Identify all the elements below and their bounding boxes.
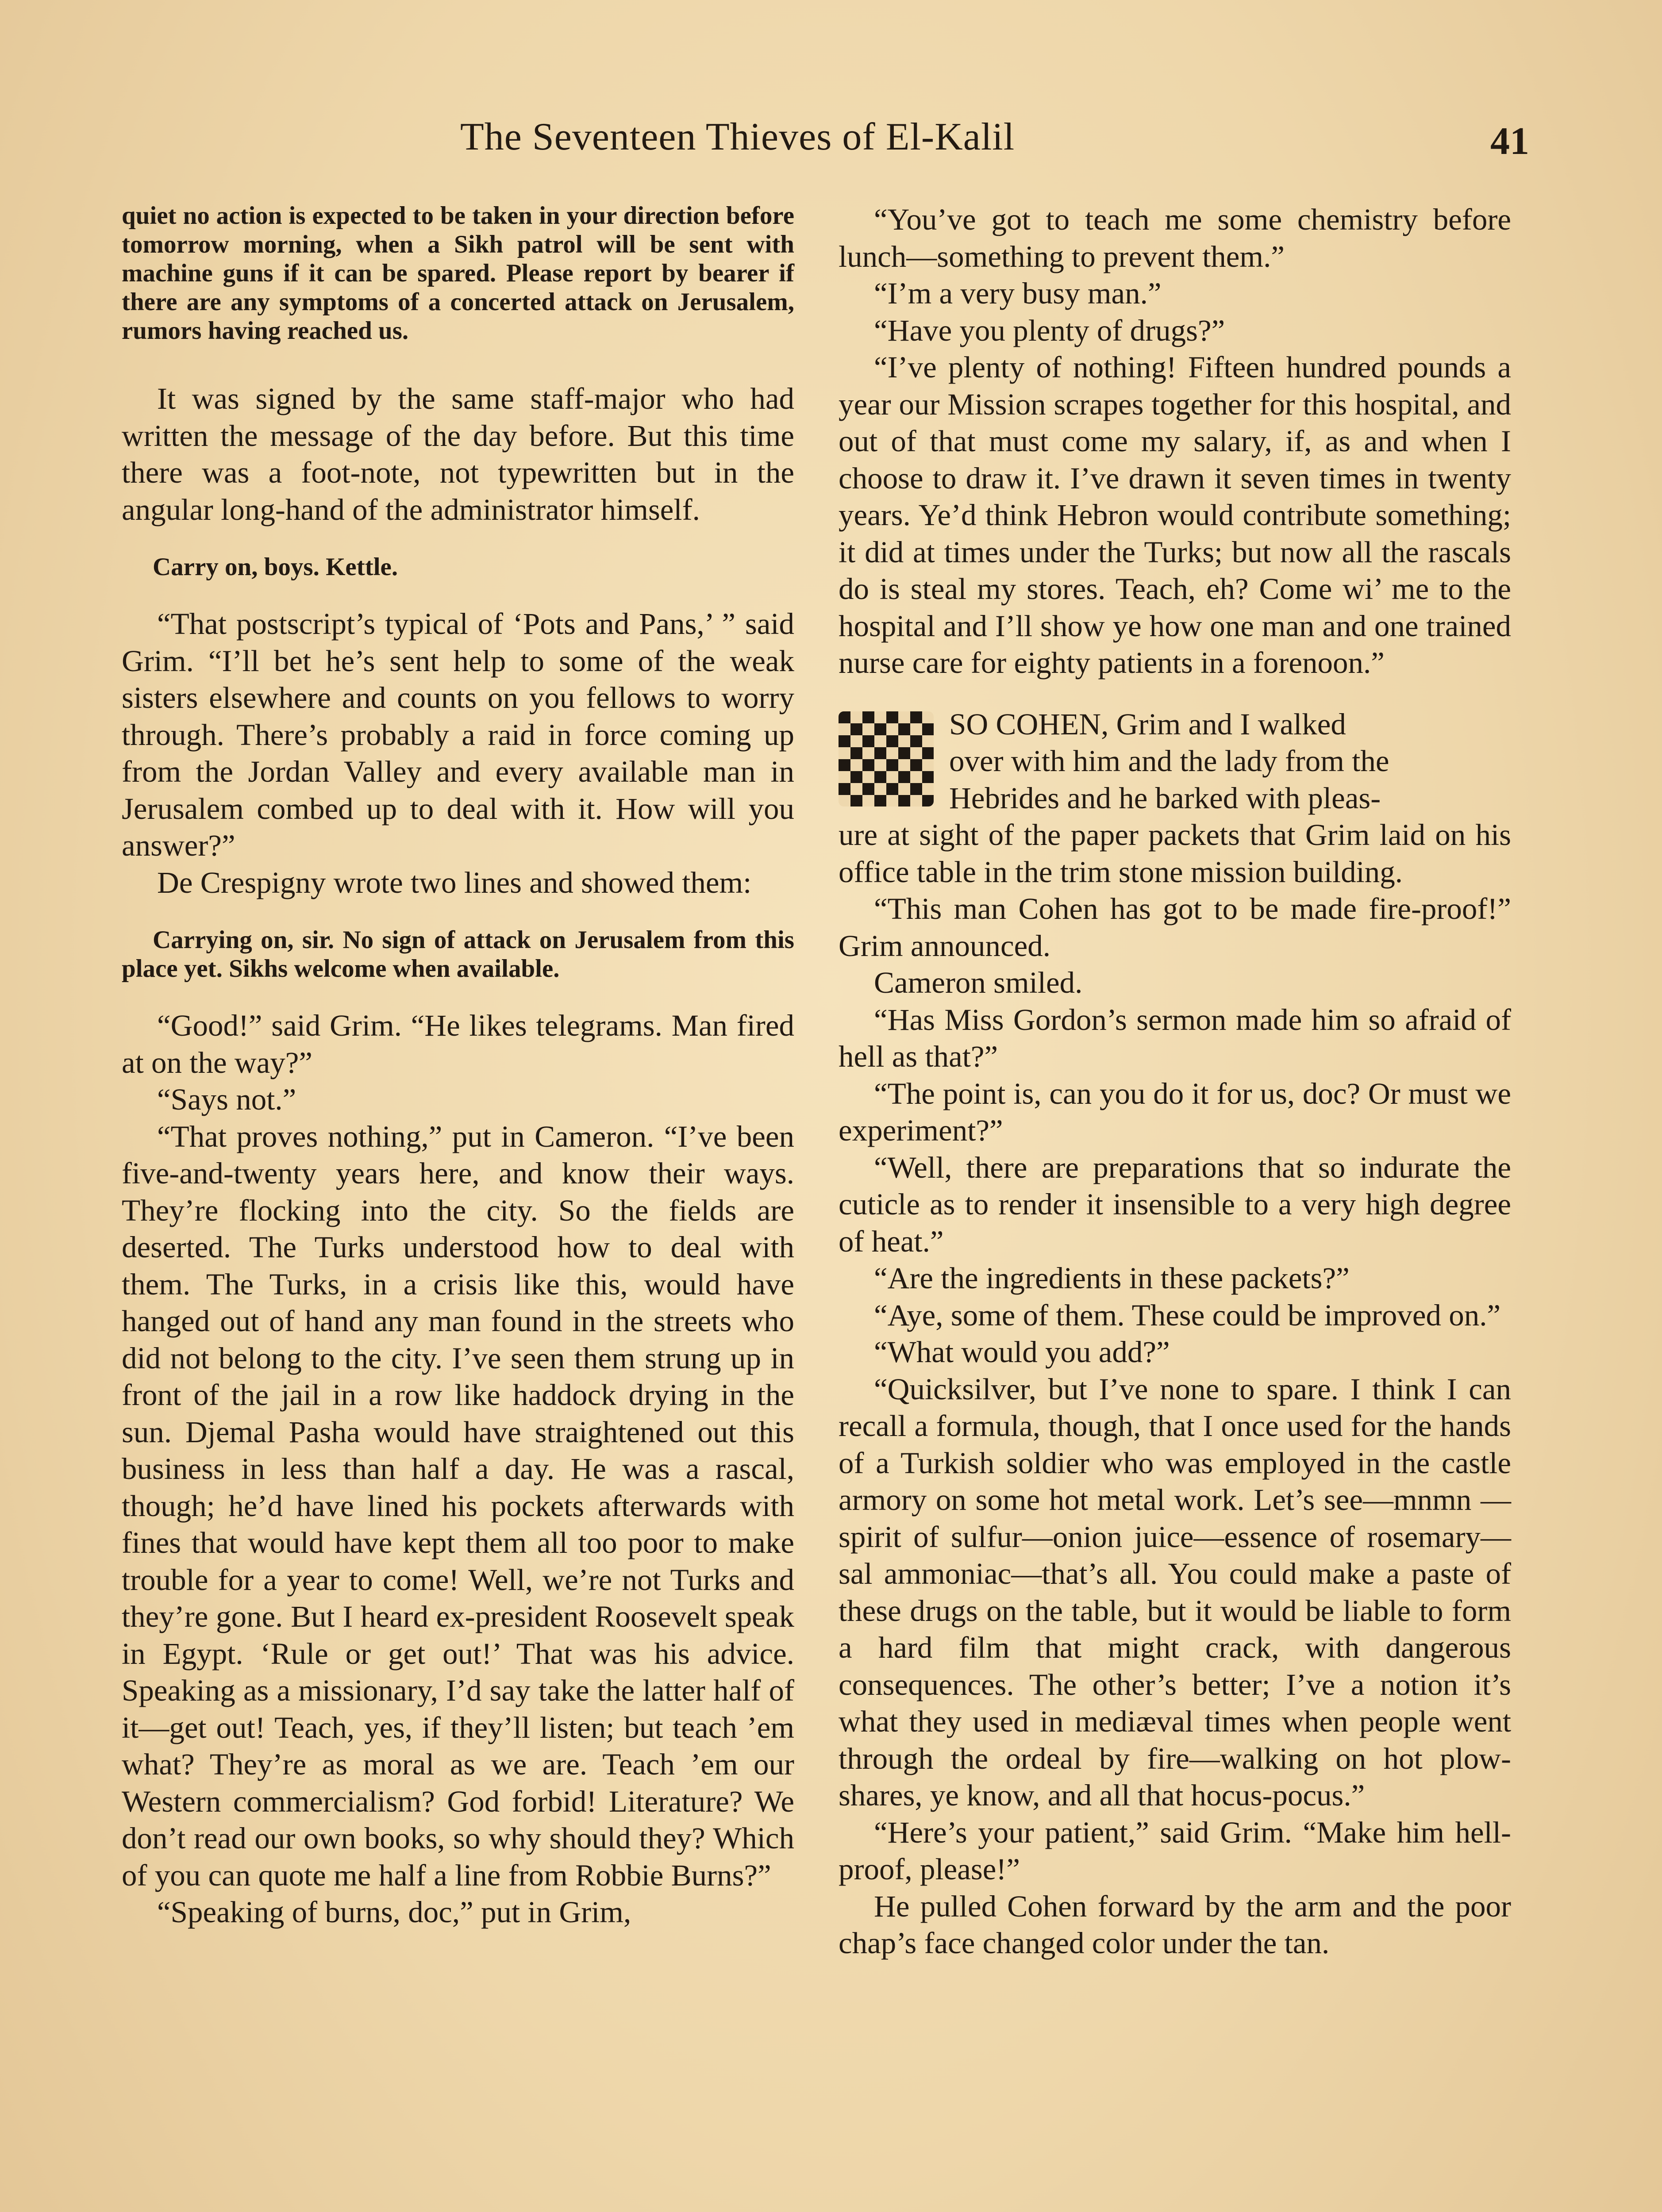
paragraph: “I’m a very busy man.” (874, 276, 1162, 310)
right-column (839, 201, 1511, 1962)
dropcap-line: SO COHEN, Grim and I walked (949, 707, 1346, 741)
ornament-icon (839, 711, 934, 806)
paragraph: “Quicksilver, but I’ve none to spare. I think I can recall a formula, though, that I once used for the hands of a Turkish soldier who was employed in the castle armory on some hot metal work. Let’s see—mnmn —spirit of sulfur—onion juice—essence of rosemary—sal ammoniac—that’s all. You could make a paste of these drugs on the table, but it would be liable to form a hard film that might crack, with dangerous consequences. The other’s better; I’ve a notion it’s what they used in mediæval times when people went through the ordeal by fire—walking on hot plow-shares, ye know, and all that hocus-pocus.” (839, 1372, 1511, 1812)
paragraph: ure at sight of the paper packets that Grim laid on his office table in the trim stone mission building. (839, 818, 1511, 889)
paragraph: He pulled Cohen forward by the arm and the poor chap’s face changed color under the tan. (839, 1889, 1511, 1960)
paragraph: “Have you plenty of drugs?” (874, 313, 1225, 347)
paragraph: “What would you add?” (874, 1335, 1170, 1369)
left-column (122, 201, 794, 1931)
paragraph: “I’ve plenty of nothing! Fifteen hundred pounds a year our Mission scrapes together for this hospital, and out of that must come my salary, if, as and when I choose to draw it. I’ve drawn it seven times in twenty years. Ye’d think Hebron would contribute something; it did at times under the Turks; but now all the rascals do is steal my stores. Teach, eh? Come wi’ me to the hospital and I’ll show ye how one man and one trained nurse care for eighty patients in a forenoon.” (839, 350, 1511, 680)
paragraph: Cameron smiled. (874, 966, 1083, 999)
section-start (839, 706, 1511, 817)
paragraph: It was signed by the same staff-major who had written the message of the day before. But this time there was a foot-note, not typewritten but in the angular long-hand of the administrator himself. (122, 382, 794, 526)
paragraph: “Speaking of burns, doc,” put in Grim, (157, 1895, 631, 1929)
paragraph: “Well, there are preparations that so indurate the cuticle as to render it insensible to a very high degree of heat.” (839, 1150, 1511, 1258)
paragraph: “Says not.” (157, 1083, 296, 1116)
paragraph: “The point is, can you do it for us, doc? Or must we experiment?” (839, 1076, 1511, 1147)
paragraph: “This man Cohen has got to be made fire-proof!” Grim announced. (839, 892, 1511, 963)
running-header: The Seventeen Thieves of El-Kalil (460, 115, 1015, 158)
paragraph: “That proves nothing,” put in Cameron. “I’ve been five-and-twenty years here, and know their ways. They’re flocking into the city. So the fields are deserted. The Turks understood how to deal with them. The Turks, in a crisis like this, would have hanged out of hand any man found in the streets who did not belong to the city. I’ve seen them strung up in front of the jail in a row like haddock drying in the sun. Djemal Pasha would have straightened out this business in less than half a day. He was a rascal, though; he’d have lined his pockets afterwards with fines that would have kept them all too poor to make trouble for a year to come! Well, we’re not Turks and they’re gone. But I heard ex-president Roosevelt speak in Egypt. ‘Rule or get out!’ That was his advice. Speaking as a missionary, I’d say take the latter half of it—get out! Teach, yes, if they’ll listen; but teach ’em what? They’re as moral as we are. Teach ’em our Western commercialism? God forbid! Literature? We don’t read our own books, so why should they? Which of you can quote me half a line from Robbie Burns?” (122, 1119, 794, 1892)
paragraph: De Crespigny wrote two lines and showed them: (157, 865, 752, 899)
dropcap-line: over with him and the lady from the (949, 744, 1389, 778)
paragraph: “Good!” said Grim. “He likes telegrams. Man fired at on the way?” (122, 1009, 794, 1079)
paragraph: “Has Miss Gordon’s sermon made him so afraid of hell as that?” (839, 1002, 1511, 1073)
paragraph: “You’ve got to teach me some chemistry before lunch—something to prevent them.” (839, 203, 1511, 273)
page-number: 41 (1490, 120, 1529, 163)
footnote-text: Carry on, boys. Kettle. (153, 553, 398, 581)
paragraph: “Are the ingredients in these packets?” (874, 1261, 1350, 1295)
dropcap-line: Hebrides and he barked with pleas- (949, 781, 1381, 815)
paragraph: “That postscript’s typical of ‘Pots and Pans,’ ” said Grim. “I’ll bet he’s sent help to some of the weak sisters elsewhere and counts on you fellows to worry through. There’s probably a raid in force coming up from the Jordan Valley and every available man in Jerusalem combed up to deal with it. How will you answer?” (122, 607, 794, 862)
telegram-reply: Carrying on, sir. No sign of attack on Jerusalem from this place yet. Sikhs welcome when available. (122, 926, 794, 983)
paragraph: “Aye, some of them. These could be improved on.” (874, 1298, 1501, 1332)
telegram-text: quiet no action is expected to be taken in your direction before tomorrow morning, when a Sikh patrol will be sent with machine guns if it can be spared. Please report by bearer if there are any symptoms of a concerted attack on Jerusalem, rumors having reached us. (122, 202, 794, 345)
paragraph: “Here’s your patient,” said Grim. “Make him hell-proof, please!” (839, 1815, 1511, 1886)
